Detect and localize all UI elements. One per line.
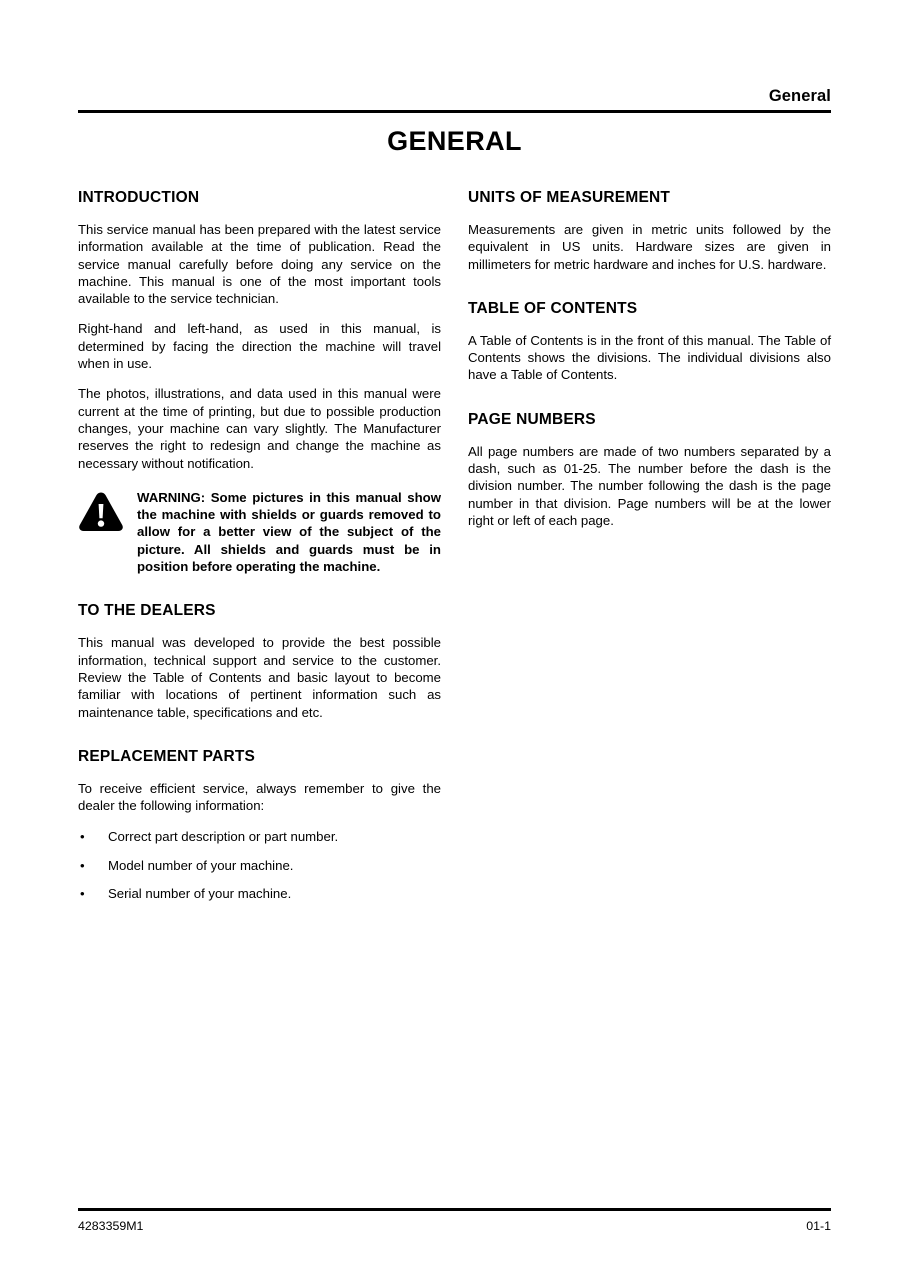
introduction-paragraph-2: Right-hand and left-hand, as used in this manual, is determined by facing the direction the machine will travel when in use. [78, 321, 441, 372]
warning-text: WARNING: Some pictures in this manual show the machine with shields or guards removed to allow for a better view of the subject of the picture. All shields and guards must be in position before operating the machine. [137, 489, 441, 575]
to-the-dealers-paragraph-1: This manual was developed to provide the best possible information, technical support and service to the customer. Review the Table of Contents and basic layout to become familiar with locations of pertinent information such as maintenance table, specifications and etc. [78, 635, 441, 720]
warning-notice [78, 489, 441, 575]
replacement-parts-paragraph-1: To receive efficient service, always remember to give the dealer the following information: [78, 780, 441, 814]
section-heading-introduction: INTRODUCTION [78, 189, 200, 206]
list-item-label: Serial number of your machine. [108, 886, 292, 902]
left-column [78, 188, 441, 902]
bullet-icon: • [80, 886, 85, 902]
list-item [78, 857, 441, 874]
right-column [468, 188, 831, 902]
bullet-icon: • [80, 829, 85, 845]
section-heading-page-numbers: PAGE NUMBERS [468, 410, 596, 428]
page-number: 01-1 [806, 1219, 831, 1233]
page-header [78, 86, 831, 113]
page-numbers-paragraph-1: All page numbers are made of two numbers separated by a dash, such as 01-25. The number before the dash is the division number. The number following the dash is the page number in that division. Page numbers will be at the lower right or left of each page. [468, 443, 831, 528]
page-title: GENERAL [387, 126, 522, 156]
footer-row [78, 1218, 831, 1234]
header-divider [78, 110, 831, 113]
introduction-paragraph-3: The photos, illustrations, and data used in this manual were current at the time of printing, but due to possible production changes, your machine can vary slightly. The Manufacturer reserves the right to redesign and change the machine as necessary without notification. [78, 386, 441, 471]
content-columns [78, 188, 831, 902]
section-heading-to-the-dealers: TO THE DEALERS [78, 602, 216, 620]
document-number: 4283359M1 [78, 1219, 144, 1233]
list-item [78, 828, 441, 845]
bullet-icon: • [80, 857, 85, 873]
introduction-paragraph-1: This service manual has been prepared with the latest service information available at the time of publication. Read the service manual carefully before doing any service on the machine. This manual is one of the most important tools available to the service technician. [78, 222, 441, 307]
units-of-measurement-paragraph-1: Measurements are given in metric units followed by the equivalent in US units. Hardware sizes are given in millimeters for metric hardware and inches for U.S. hardware. [468, 222, 831, 272]
list-item [78, 885, 441, 902]
list-item-label: Correct part description or part number. [108, 829, 339, 845]
list-item-label: Model number of your machine. [108, 857, 294, 873]
page-footer [78, 1208, 831, 1234]
footer-divider [78, 1208, 831, 1211]
table-of-contents-paragraph-1: A Table of Contents is in the front of this manual. The Table of Contents shows the divisions. The individual divisions also have a Table of Contents. [468, 332, 831, 383]
warning-triangle-icon [78, 491, 124, 533]
section-heading-units-of-measurement: UNITS OF MEASUREMENT [468, 189, 671, 206]
running-head: General [768, 87, 831, 105]
section-heading-replacement-parts: REPLACEMENT PARTS [78, 747, 256, 765]
section-heading-table-of-contents: TABLE OF CONTENTS [468, 299, 638, 317]
replacement-parts-list [78, 828, 441, 902]
